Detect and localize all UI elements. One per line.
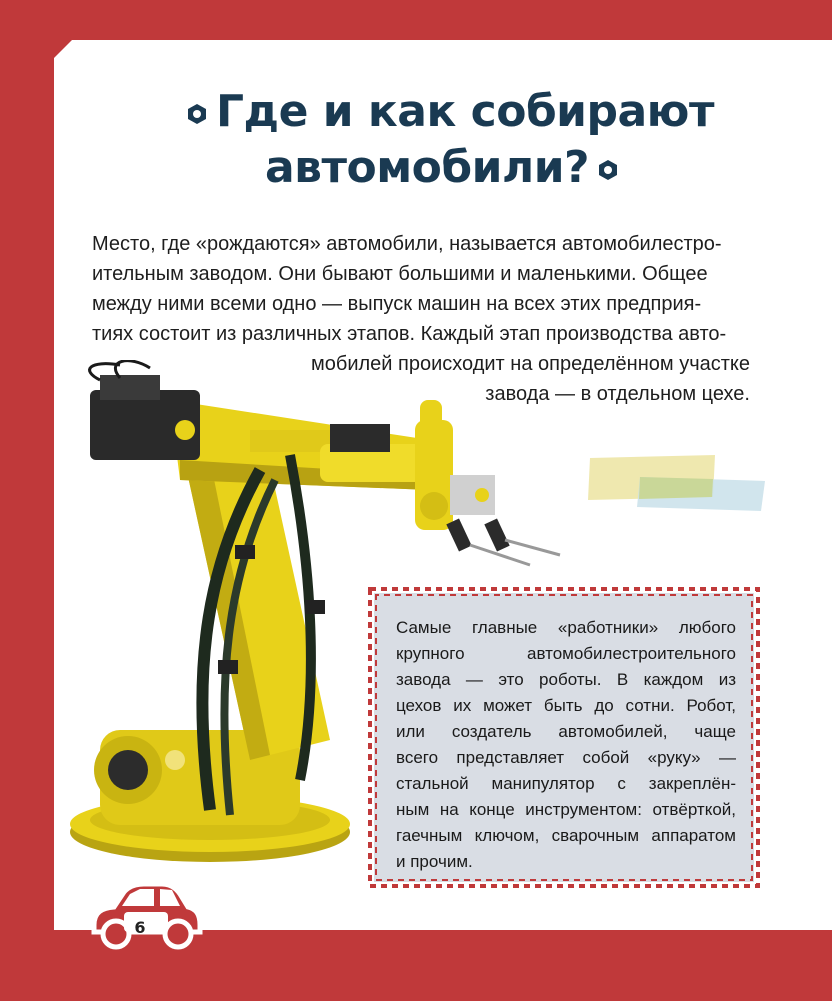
hex-nut-icon [597, 159, 619, 181]
intro-line: ительным заводом. Они бывают большими и маленькими. Общее [92, 263, 708, 285]
decorative-tape [585, 455, 770, 515]
title-line-1: Где и как собирают [216, 86, 714, 137]
callout-line: Самые главные «работники» любого [396, 618, 736, 637]
callout-line: цехов их может быть до сотни. Робот, [396, 696, 736, 715]
intro-line: завода — в отдельном цехе. [485, 383, 750, 405]
callout-text [396, 615, 736, 875]
callout-line: крупного автомобилестроительного [396, 644, 736, 663]
intro-line: тиях состоит из различных этапов. Каждый этап производства авто- [92, 323, 727, 345]
callout-line: гаечным ключом, сварочным аппаратом [396, 826, 736, 845]
car-icon [84, 880, 204, 950]
callout-line: всего представляет собой «руку» — [396, 748, 736, 767]
callout-line: и прочим. [396, 852, 473, 871]
intro-line: мобилей происходит на определённом участке [310, 353, 750, 375]
title-line-2: автомобили? [264, 142, 590, 193]
intro-paragraph [92, 229, 752, 349]
callout-line: или создатель автомобилей, чаще [396, 722, 736, 741]
robot-callout-box [366, 585, 762, 890]
callout-line: ным на конце инструментом: отвёрткой, [396, 800, 736, 819]
callout-line: завода — это роботы. В каждом из [396, 670, 736, 689]
intro-line: между ними всеми одно — выпуск машин на всех этих предприя- [92, 293, 702, 315]
callout-line: стальной манипулятор с закреплён- [396, 774, 736, 793]
page-number: 6 [134, 918, 146, 937]
page-title [60, 84, 832, 196]
hex-nut-icon [186, 103, 208, 125]
intro-line: Место, где «рождаются» автомобили, называется автомобилестро- [92, 233, 722, 255]
